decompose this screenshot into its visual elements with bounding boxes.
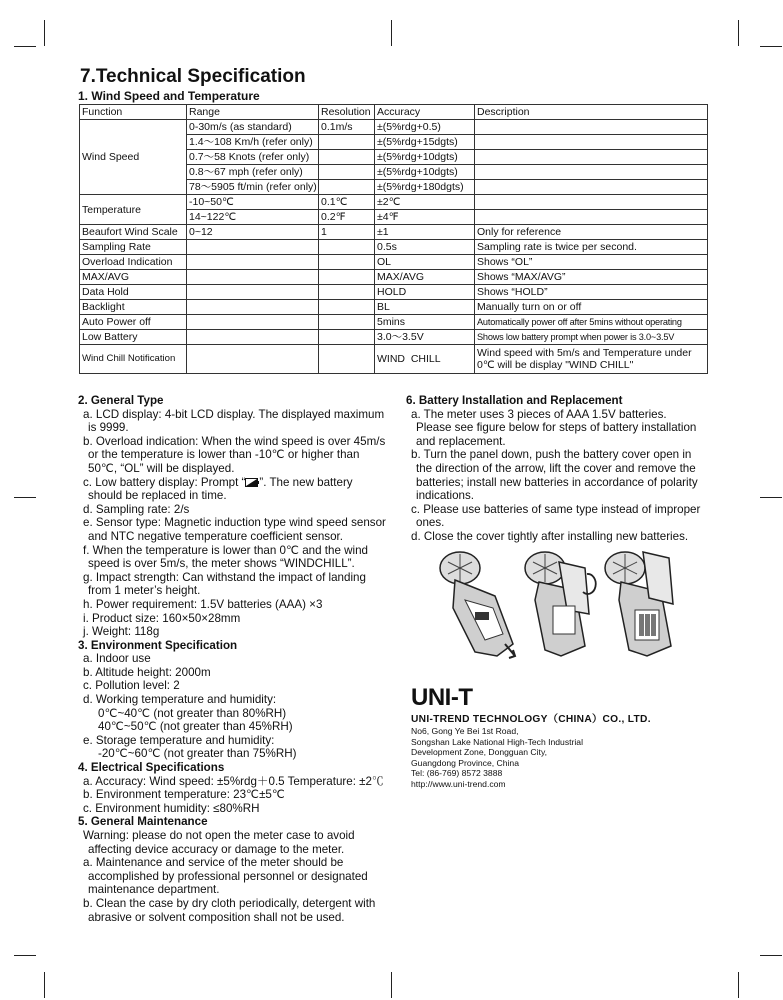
table-cell: 0~12 [187, 225, 319, 240]
table-cell: 0.2℉ [319, 210, 375, 225]
list-item: g. Impact strength: Can withstand the impact of landing from 1 meter’s height. [83, 570, 366, 598]
table-cell [187, 240, 319, 255]
table-cell: 0-30m/s (as standard) [187, 120, 319, 135]
table-cell: 5mins [375, 315, 475, 330]
table-cell [319, 345, 375, 374]
table-cell: 1 [319, 225, 375, 240]
company-name: UNI-TREND TECHNOLOGY（CHINA）CO., LTD. [411, 714, 651, 725]
list-item: e. Sensor type: Magnetic induction type wind speed sensor and NTC negative temperature coefficient sensor. [83, 516, 386, 543]
list-item [78, 476, 388, 503]
section-title: 6. Battery Installation and Replacement [406, 394, 623, 407]
table-cell: Only for reference [475, 225, 708, 240]
battery-installation-figure [435, 548, 695, 660]
company-logo [411, 684, 472, 712]
table-row [80, 330, 708, 345]
table-cell: ±4℉ [375, 210, 475, 225]
table-cell [319, 150, 375, 165]
list-item: b. Overload indication: When the wind speed is over 45m/s or the temperature is lower than -10℃ or higher than 50℃, “OL” will be displayed. [83, 434, 386, 475]
section-title: 1. Wind Speed and Temperature [78, 89, 260, 103]
list-item: d. Sampling rate: 2/s [83, 502, 190, 516]
address-line: Songshan Lake National High-Tech Industrial [411, 736, 583, 747]
list-item: c. Pollution level: 2 [83, 679, 180, 693]
table-cell: 0.7～58 Knots (refer only) [187, 150, 319, 165]
table-cell: Sampling rate is twice per second. [475, 240, 708, 255]
page-title: 7.Technical Specification [80, 66, 306, 87]
crop-mark [44, 20, 45, 46]
table-cell: Low Battery [80, 330, 187, 345]
crop-mark [760, 46, 782, 47]
table-cell [475, 195, 708, 210]
list-item: d. Working temperature and humidity: [83, 693, 277, 707]
crop-mark [738, 20, 739, 46]
table-cell: ±(5%rdg+0.5) [375, 120, 475, 135]
table-header: Accuracy [375, 105, 475, 120]
table-cell: 1.4～108 Km/h (refer only) [187, 135, 319, 150]
company-address [411, 726, 583, 790]
table-cell [319, 240, 375, 255]
list-item: a. Accuracy: Wind speed: ±5%rdg＋0.5 Temperature: ±2℃ [83, 774, 384, 788]
crop-mark [14, 497, 36, 498]
list-item: a. Maintenance and service of the meter should be accomplished by professional personnel or designated maintenance department. [83, 856, 368, 897]
table-cell: HOLD [375, 285, 475, 300]
table-cell: ±(5%rdg+180dgts) [375, 180, 475, 195]
table-cell: ±(5%rdg+10dgts) [375, 150, 475, 165]
list-item: i. Product size: 160×50×28mm [83, 611, 241, 625]
right-column [406, 394, 706, 544]
table-cell [319, 165, 375, 180]
table-cell: Temperature [80, 195, 187, 225]
list-item: f. When the temperature is lower than 0℃ and the wind speed is over 5m/s, the meter shows “WINDCHILL”. [83, 543, 368, 571]
list-item: e. Storage temperature and humidity: [83, 733, 275, 747]
section-title: 3. Environment Specification [78, 638, 238, 652]
list-item: d. Close the cover tightly after installing new batteries. [411, 529, 689, 543]
table-cell [319, 270, 375, 285]
table-cell: Wind Speed [80, 120, 187, 195]
table-cell: MAX/AVG [80, 270, 187, 285]
table-cell: BL [375, 300, 475, 315]
table-header: Function [80, 105, 187, 120]
table-cell: 0.1℃ [319, 195, 375, 210]
table-cell: Beaufort Wind Scale [80, 225, 187, 240]
table-cell [475, 150, 708, 165]
table-header-row [80, 105, 708, 120]
table-row [80, 240, 708, 255]
table-cell: ±1 [375, 225, 475, 240]
table-cell: Auto Power off [80, 315, 187, 330]
list-item: a. Indoor use [83, 652, 151, 666]
table-cell: 14~122℃ [187, 210, 319, 225]
list-item: c. Environment humidity: ≤80%RH [83, 801, 260, 815]
address-line: No6, Gong Ye Bei 1st Road, [411, 726, 519, 736]
table-cell [187, 345, 319, 374]
table-cell: Automatically power off after 5mins without operating [475, 315, 708, 330]
crop-mark [760, 955, 782, 956]
crop-mark [14, 955, 36, 956]
left-column [78, 394, 388, 924]
table-cell: -10~50℃ [187, 195, 319, 210]
section-title: 2. General Type [78, 394, 164, 407]
table-cell [475, 180, 708, 195]
table-cell: Sampling Rate [80, 240, 187, 255]
table-cell [187, 285, 319, 300]
list-item: -20℃~60℃ (not greater than 75%RH) [98, 747, 297, 761]
list-item: a. The meter uses 3 pieces of AAA 1.5V batteries. Please see figure below for steps of battery installation and replacement. [411, 407, 697, 448]
list-item: h. Power requirement: 1.5V batteries (AAA) ×3 [83, 597, 323, 611]
table-cell [475, 135, 708, 150]
logo-text: UNI-T [411, 684, 473, 711]
table-row [80, 315, 708, 330]
table-cell: 0.8～67 mph (refer only) [187, 165, 319, 180]
list-item-text: ”. The new battery should be replaced in time. [88, 475, 353, 503]
table-cell [187, 330, 319, 345]
table-cell [187, 315, 319, 330]
table-cell: 3.0～3.5V [375, 330, 475, 345]
list-item: b. Altitude height: 2000m [83, 665, 211, 679]
address-line: Development Zone, Dongguan City, [411, 747, 547, 758]
address-line: http://www.uni-trend.com [411, 778, 506, 789]
table-row [80, 225, 708, 240]
list-item: 0℃~40℃ (not greater than 80%RH) [98, 706, 287, 720]
table-header: Resolution [319, 105, 375, 120]
table-header: Range [187, 105, 319, 120]
section-title: 5. General Maintenance [78, 815, 208, 829]
table-row [80, 285, 708, 300]
table-cell [319, 330, 375, 345]
spec-table [79, 104, 708, 374]
table-cell [319, 255, 375, 270]
table-cell: Manually turn on or off [475, 300, 708, 315]
table-cell [475, 120, 708, 135]
table-cell: ±2℃ [375, 195, 475, 210]
table-cell: WIND CHILL [375, 345, 475, 374]
table-cell: 0.5s [375, 240, 475, 255]
meter-step-2-icon [525, 552, 596, 656]
table-cell: 78～5905 ft/min (refer only) [187, 180, 319, 195]
table-cell [187, 300, 319, 315]
list-item: c. Please use batteries of same type instead of improper ones. [411, 502, 701, 530]
table-cell: MAX/AVG [375, 270, 475, 285]
table-row [80, 300, 708, 315]
table-cell: ±(5%rdg+10dgts) [375, 165, 475, 180]
table-cell [319, 285, 375, 300]
table-cell: Shows “MAX/AVG” [475, 270, 708, 285]
table-cell [475, 165, 708, 180]
table-row [80, 195, 708, 210]
list-item: a. LCD display: 4-bit LCD display. The displayed maximum is 9999. [83, 407, 385, 435]
address-line: Tel: (86-769) 8572 3888 [411, 768, 503, 779]
meter-step-1-icon [440, 552, 515, 658]
table-cell: Backlight [80, 300, 187, 315]
list-item: b. Environment temperature: 23℃±5℃ [83, 788, 285, 802]
table-row [80, 255, 708, 270]
crop-mark [738, 972, 739, 998]
list-item-text: c. Low battery display: Prompt “ [83, 475, 246, 489]
crop-mark [391, 20, 392, 46]
table-cell [319, 315, 375, 330]
table-cell: Shows “OL” [475, 255, 708, 270]
crop-mark [14, 46, 36, 47]
meter-step-3-icon [605, 552, 673, 656]
table-cell [319, 300, 375, 315]
list-item: b. Turn the panel down, push the battery cover open in the direction of the arrow, lift the cover and remove the batteries; install new batteries in accordance of polarity indications. [411, 448, 698, 503]
table-cell [319, 135, 375, 150]
table-cell: Shows low battery prompt when power is 3.0~3.5V [475, 330, 708, 345]
table-cell: OL [375, 255, 475, 270]
list-item: j. Weight: 118g [83, 625, 160, 639]
low-battery-icon [245, 478, 259, 487]
table-cell: Wind speed with 5m/s and Temperature under 0℃ will be display "WIND CHILL" [475, 345, 708, 374]
table-cell [187, 270, 319, 285]
table-cell: Shows “HOLD” [475, 285, 708, 300]
list-item: b. Clean the case by dry cloth periodically, detergent with abrasive or solvent composition shall not be used. [83, 896, 376, 924]
table-cell [187, 255, 319, 270]
table-cell [475, 210, 708, 225]
table-header: Description [475, 105, 708, 120]
warning-text: Warning: please do not open the meter case to avoid affecting device accuracy or damage to the meter. [83, 829, 355, 856]
table-cell: ±(5%rdg+15dgts) [375, 135, 475, 150]
table-row [80, 120, 708, 135]
crop-mark [44, 972, 45, 998]
table-row [80, 270, 708, 285]
crop-mark [391, 972, 392, 998]
list-item: 40℃~50℃ (not greater than 45%RH) [98, 720, 293, 734]
address-line: Guangdong Province, China [411, 757, 519, 768]
crop-mark [760, 497, 782, 498]
table-cell: Wind Chill Notification [80, 345, 187, 374]
table-cell: Overload Indication [80, 255, 187, 270]
section-title: 4. Electrical Specifications [78, 761, 225, 775]
table-cell: Data Hold [80, 285, 187, 300]
table-cell: 0.1m/s [319, 120, 375, 135]
table-cell [319, 180, 375, 195]
table-row [80, 345, 708, 374]
